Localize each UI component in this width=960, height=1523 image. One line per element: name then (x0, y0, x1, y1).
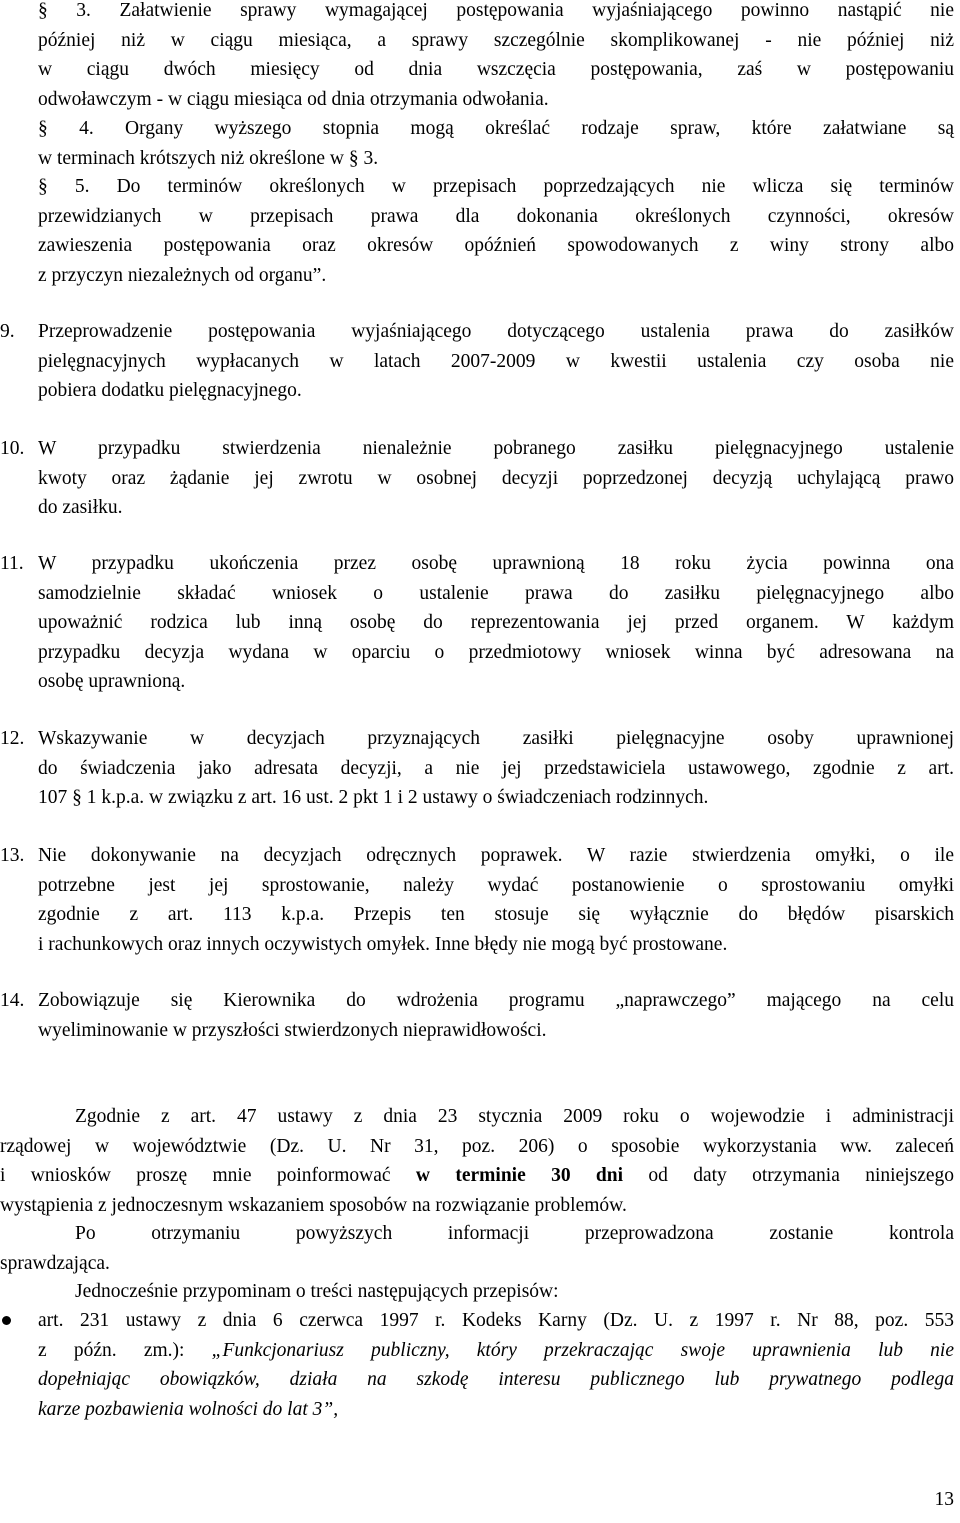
text-line: 107 § 1 k.p.a. w związku z art. 16 ust. 2 pkt 1 i 2 ustawy o świadczeniach rodzinnych. (38, 787, 709, 808)
text-line: Nie dokonywanie na decyzjach odręcznych poprawek. W razie stwierdzenia omyłki, o ile (38, 845, 954, 866)
text-line (38, 1365, 954, 1395)
list-item-13 (0, 841, 954, 959)
text-line: Wskazywanie w decyzjach przyznających zasiłki pielęgnacyjne osoby uprawnionej (38, 728, 954, 749)
closing-paragraph-1 (0, 1102, 954, 1220)
text-line: Zgodnie z art. 47 ustawy z dnia 23 stycznia 2009 roku o wojewodzie i administracji (75, 1106, 954, 1127)
text-line: § 5. Do terminów określonych w przepisach poprzedzających nie wlicza się terminów (38, 176, 954, 197)
text-line: pobiera dodatku pielęgnacyjnego. (38, 380, 302, 401)
text-line: w ciągu dwóch miesięcy od dnia wszczęcia postępowania, zaś w postępowaniu (38, 59, 954, 80)
text-line: wystąpienia z jednoczesnym wskazaniem sposobów na rozwiązanie problemów. (0, 1194, 627, 1216)
text-line: osobę uprawnioną. (38, 671, 186, 692)
closing-paragraph-3 (0, 1277, 954, 1307)
text-line (0, 1161, 954, 1191)
paragraph-section-5 (38, 172, 954, 290)
text-line: do świadczenia jako adresata decyzji, a nie jej przedstawiciela ustawowego, zgodnie z art. (38, 757, 954, 779)
list-item-9 (0, 317, 954, 406)
text-line: W przypadku ukończenia przez osobę uprawnioną 18 roku życia powinna ona (38, 553, 954, 574)
text-line: zawieszenia postępowania oraz okresów opóźnień spowodowanych z winy strony albo (38, 235, 954, 256)
item-number: 10. (0, 438, 25, 459)
list-item-14 (0, 986, 954, 1045)
text-line: kwoty oraz żądanie jej zwrotu w osobnej decyzji poprzedzonej decyzją uchylającą prawo (38, 467, 954, 489)
list-item-10 (0, 434, 954, 523)
item-number: 9. (0, 321, 15, 342)
quote-text: karze pozbawienia wolności do lat 3”, (38, 1398, 339, 1420)
text-line: Przeprowadzenie postępowania wyjaśniającego dotyczącego ustalenia prawa do zasiłków (38, 321, 954, 342)
text-line: Po otrzymaniu powyższych informacji przeprowadzona zostanie kontrola (75, 1223, 954, 1244)
text-line: W przypadku stwierdzenia nienależnie pobranego zasiłku pielęgnacyjnego ustalenie (38, 438, 954, 459)
text-line: samodzielnie składać wniosek o ustalenie prawa do zasiłku pielęgnacyjnego albo (38, 582, 954, 604)
paragraph-section-4 (38, 114, 954, 173)
text-line: później niż w ciągu miesiąca, a sprawy szczególnie skomplikowanej - nie później niż (38, 29, 954, 51)
text-line: pielęgnacyjnych wypłacanych w latach 2007-2009 w kwestii ustalenia czy osoba nie (38, 350, 954, 372)
text-line: Jednocześnie przypominam o treści następujących przepisów: (75, 1281, 559, 1302)
page-number: 13 (934, 1489, 954, 1510)
item-number: 13. (0, 845, 25, 866)
text-line: § 3. Załatwienie sprawy wymagającej postępowania wyjaśniającego powinno nastąpić nie (38, 0, 954, 21)
text-line: zgodnie z art. 113 k.p.a. Przepis ten stosuje się wyłącznie do błędów pisarskich (38, 904, 954, 925)
paragraph-section-3 (38, 0, 954, 114)
text-line: z przyczyn niezależnych od organu”. (38, 264, 327, 286)
bullet-icon (2, 1316, 11, 1325)
text-run: z późn. zm.): (38, 1339, 212, 1361)
text-line: art. 231 ustawy z dnia 6 czerwca 1997 r. Kodeks Karny (Dz. U. z 1997 r. Nr 88, poz. 553 (38, 1310, 954, 1331)
text-line: § 4. Organy wyższego stopnia mogą określać rodzaje spraw, które załatwiane są (38, 118, 954, 139)
text-line: upoważnić rodzica lub inną osobę do reprezentowania jej przed organem. W każdym (38, 612, 954, 633)
text-line (38, 1336, 954, 1366)
text-line: przewidzianych w przepisach prawa dla dokonania określonych czynności, okresów (38, 205, 954, 227)
quote-text: „Funkcjonariusz publiczny, który przekraczając swoje uprawnienia lub nie (211, 1339, 955, 1361)
text-line: do zasiłku. (38, 497, 123, 518)
item-number: 14. (0, 990, 25, 1011)
text-line: i rachunkowych oraz innych oczywistych omyłek. Inne błędy nie mogą być prostowane. (38, 933, 728, 955)
text-line: odwoławczym - w ciągu miesiąca od dnia otrzymania odwołania. (38, 88, 549, 110)
text-run: i wniosków proszę mnie poinformować (0, 1165, 416, 1186)
deadline-emphasis: w terminie 30 dni (415, 1165, 624, 1186)
text-line: rządowej w województwie (Dz. U. Nr 31, poz. 206) o sposobie wykorzystania ww. zaleceń (0, 1135, 954, 1157)
item-number: 11. (0, 553, 24, 574)
text-line: wyeliminowanie w przyszłości stwierdzonych nieprawidłowości. (38, 1019, 547, 1041)
text-line (38, 1395, 954, 1425)
text-line: potrzebne jest jej sprostowanie, należy wydać postanowienie o sprostowaniu omyłki (38, 874, 954, 896)
text-line: przypadku decyzja wydana w oparciu o przedmiotowy wniosek winna być adresowana na (38, 641, 954, 663)
text-line: Zobowiązuje się Kierownika do wdrożenia programu „naprawczego” mającego na celu (38, 990, 954, 1011)
text-line: sprawdzająca. (0, 1252, 110, 1274)
item-number: 12. (0, 728, 25, 749)
bullet-item (0, 1306, 954, 1424)
closing-paragraph-2 (0, 1219, 954, 1278)
quote-text: dopełniając obowiązków, działa na szkodę interesu publicznego lub prywatnego podlega (38, 1369, 954, 1390)
list-item-12 (0, 724, 954, 813)
list-item-11 (0, 549, 954, 697)
text-run: od daty otrzymania niniejszego (623, 1165, 955, 1186)
text-line: w terminach krótszych niż określone w § 3. (38, 147, 379, 169)
